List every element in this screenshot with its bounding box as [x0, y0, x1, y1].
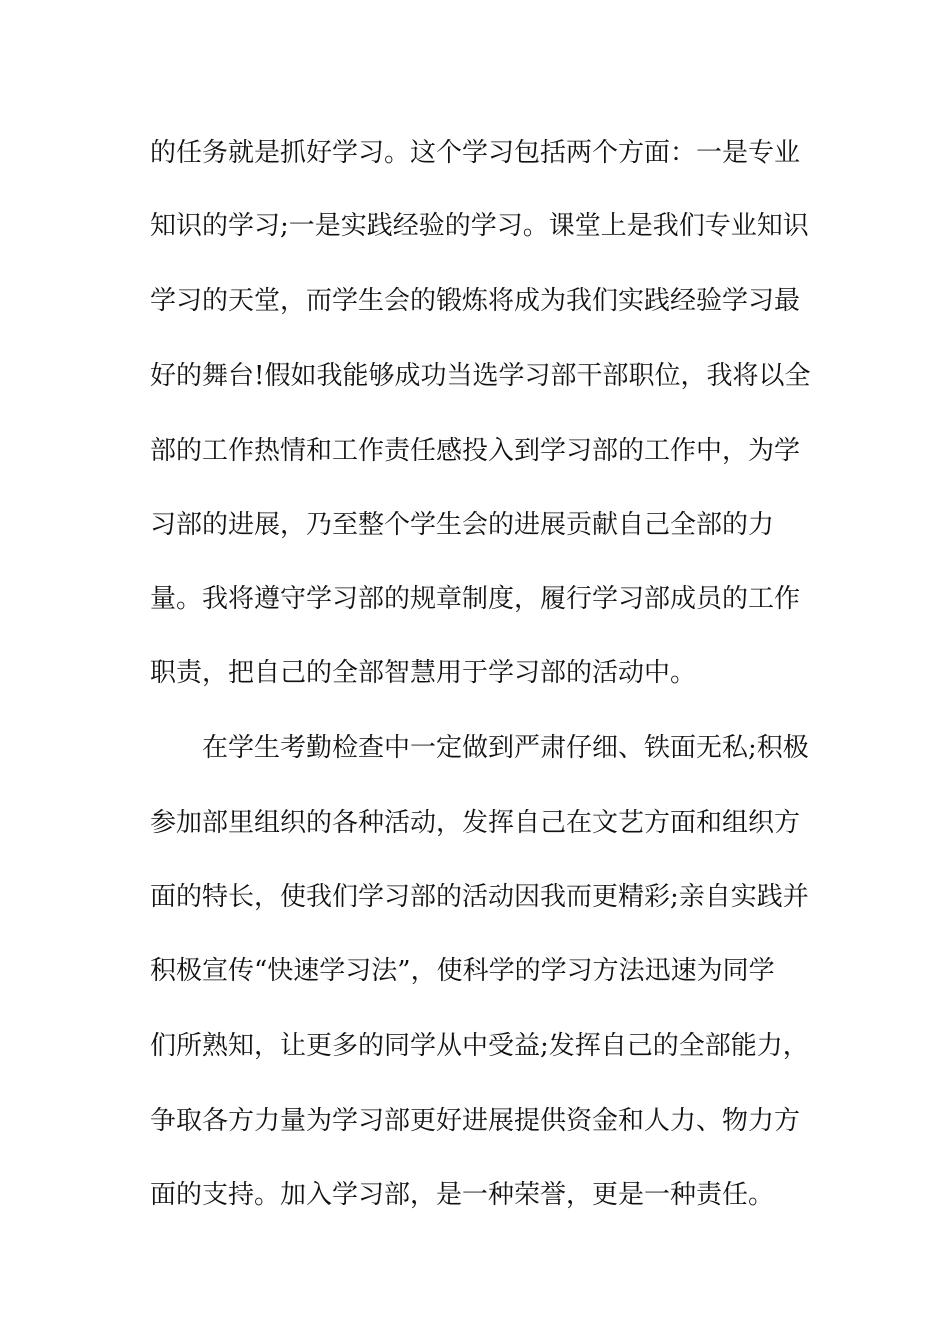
text-line: 在学生考勤检查中一定做到严肃仔细、铁面无私;积极 [202, 733, 809, 763]
text-line: 学习的天堂，而学生会的锻炼将成为我们实践经验学习最 [150, 286, 801, 316]
text-line: 量。我将遵守学习部的规章制度，履行学习部成员的工作 [150, 584, 801, 614]
text-line: 部的工作热情和工作责任感投入到学习部的工作中，为学 [150, 436, 801, 466]
text-line: 习部的进展，乃至整个学生会的进展贡献自己全部的力 [150, 510, 775, 540]
text-line: 的任务就是抓好学习。这个学习包括两个方面：一是专业 [150, 138, 801, 168]
text-line: 好的舞台!假如我能够成功当选学习部干部职位，我将以全 [150, 361, 810, 391]
text-line: 面的支持。加入学习部，是一种荣誉，更是一种责任。 [150, 1180, 775, 1210]
text-line: 面的特长，使我们学习部的活动因我而更精彩;亲自实践并 [150, 882, 809, 912]
text-line: 争取各方力量为学习部更好进展提供资金和人力、物力方 [150, 1106, 801, 1136]
text-line: 们所熟知，让更多的同学从中受益;发挥自己的全部能力， [150, 1031, 809, 1061]
text-line: 参加部里组织的各种活动，发挥自己在文艺方面和组织方 [150, 808, 801, 838]
text-line: 知识的学习;一是实践经验的学习。课堂上是我们专业知识 [150, 211, 809, 241]
text-line: 职责，把自己的全部智慧用于学习部的活动中。 [150, 658, 697, 688]
text-line: 积极宣传“快速学习法”，使科学的学习方法迅速为同学 [150, 956, 775, 986]
